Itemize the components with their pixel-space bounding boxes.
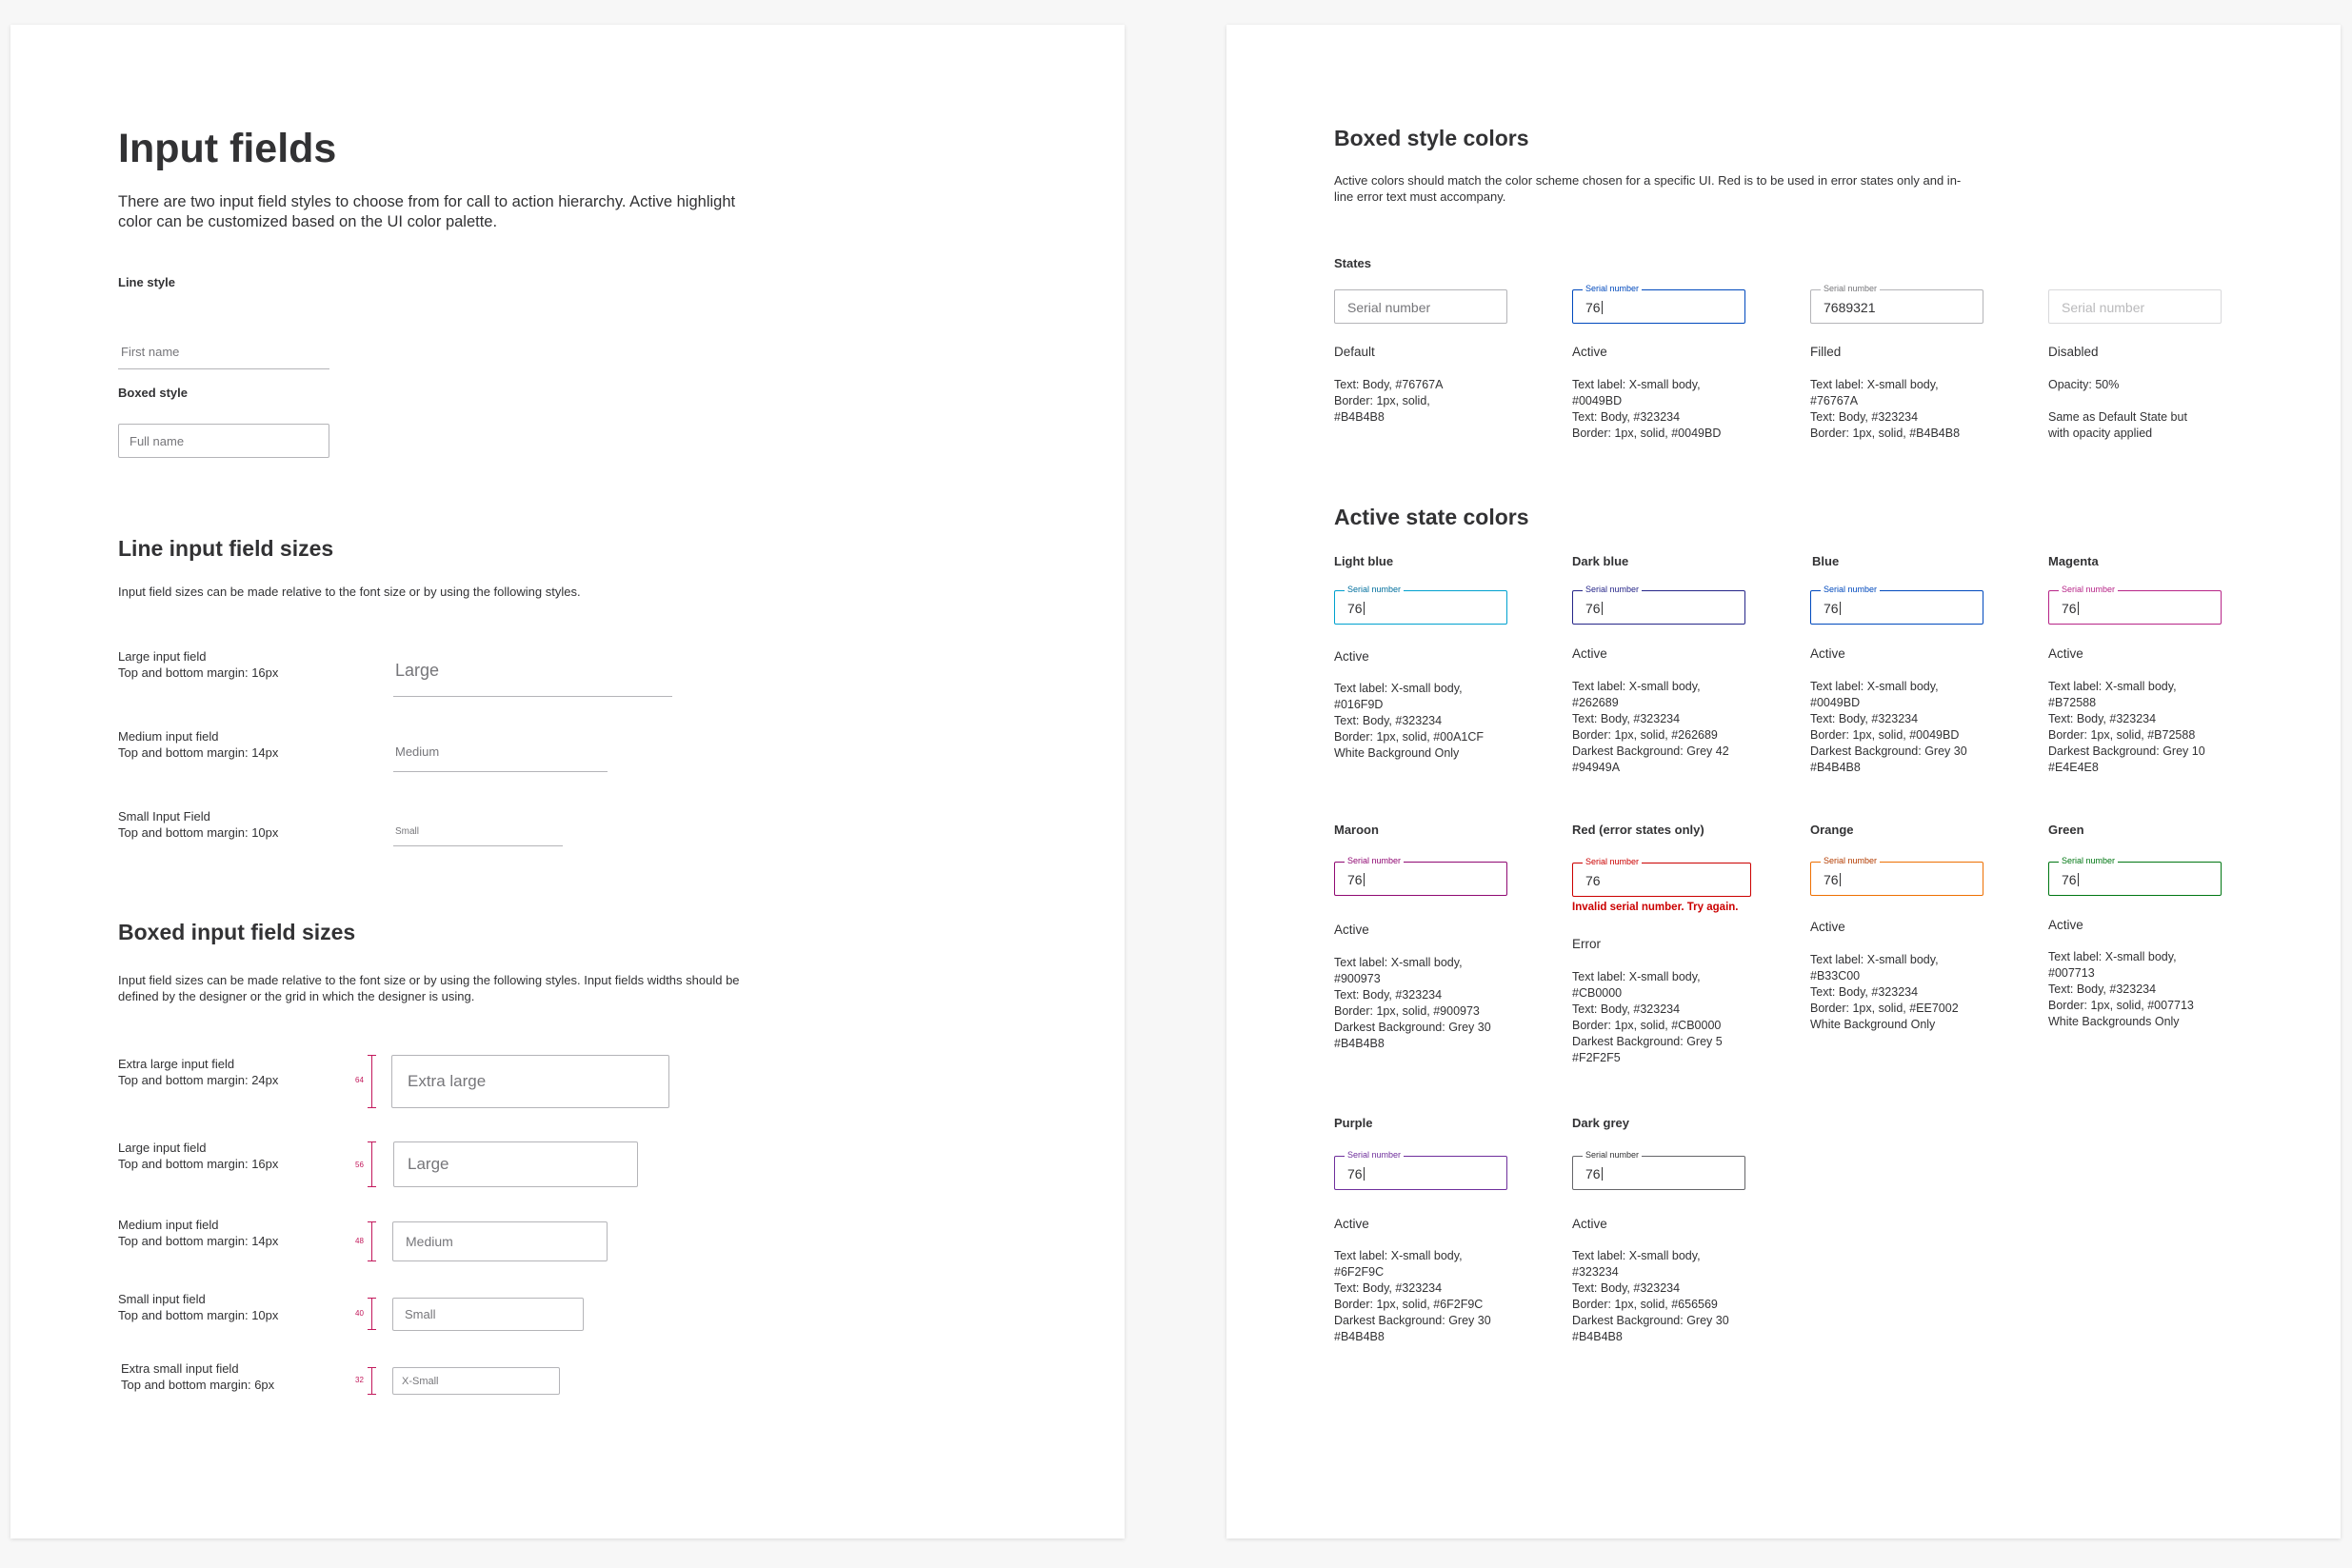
light-blue-serial-input[interactable] xyxy=(1334,585,1507,625)
blue-serial-input[interactable] xyxy=(1810,585,1983,625)
magenta-serial-input[interactable] xyxy=(2048,585,2222,625)
disabled-serial-input xyxy=(2048,289,2222,324)
color-name: Blue xyxy=(1812,554,1840,568)
state-note: Text: Body, #76767A Border: 1px, solid, #B4B4B8 xyxy=(1334,378,1444,424)
field-value: 76 xyxy=(1347,601,1363,616)
height-label: 40 xyxy=(355,1309,364,1318)
state-note: Text label: X-small body, #0049BD Text: Body, #323234 Border: 1px, solid, #0049BD xyxy=(1572,378,1722,440)
error-message: Invalid serial number. Try again. xyxy=(1572,902,1739,913)
red-serial-input[interactable] xyxy=(1572,857,1751,897)
first-name-input[interactable] xyxy=(118,345,329,369)
color-note: Text label: X-small body, #B72588 Text: Body, #323234 Border: 1px, solid, #B72588 Darkest Background: Grey 10 #E4E4E8 xyxy=(2048,680,2205,774)
color-name: Magenta xyxy=(2048,554,2099,568)
boxed-sizes-title: Boxed input field sizes xyxy=(118,920,356,944)
field-value: 7689321 xyxy=(1824,300,1876,315)
field-label: Serial number xyxy=(2059,585,2118,595)
spec-margin: Top and bottom margin: 6px xyxy=(121,1378,275,1392)
color-name: Light blue xyxy=(1334,554,1394,568)
orange-serial-input[interactable] xyxy=(1810,856,1983,896)
field-label: Serial number xyxy=(1583,284,1642,294)
color-name: Orange xyxy=(1810,823,1854,837)
spec-margin: Top and bottom margin: 10px xyxy=(118,825,279,840)
active-serial-input[interactable] xyxy=(1572,284,1745,324)
first-name-placeholder: First name xyxy=(121,345,180,359)
line-medium-input[interactable] xyxy=(393,744,608,772)
line-style-label: Line style xyxy=(118,275,175,289)
state-name: Active xyxy=(2048,646,2083,661)
full-name-placeholder: Full name xyxy=(130,433,185,448)
state-name: Active xyxy=(1572,1217,1607,1231)
color-note: Text label: X-small body, #0049BD Text: Body, #323234 Border: 1px, solid, #0049BD Darkest Background: Grey 30 #B4B4B8 xyxy=(1810,680,1967,774)
boxed-sizes-desc: Input field sizes can be made relative to the font size or by using the following styles. Input fields widths should be defined by the designer or the grid in which the designer is using. xyxy=(118,973,740,1003)
color-name: Dark grey xyxy=(1572,1116,1629,1130)
field-label: Serial number xyxy=(1583,1150,1642,1161)
spec-name: Large input field xyxy=(118,1141,207,1155)
height-label: 48 xyxy=(355,1237,364,1245)
field-value: 76 xyxy=(1585,601,1601,616)
line-large-spec xyxy=(118,648,278,681)
state-name: Filled xyxy=(1810,345,1842,359)
boxed-colors-title: Boxed style colors xyxy=(1334,126,1529,150)
color-name: Green xyxy=(2048,823,2084,837)
boxed-medium-input[interactable] xyxy=(392,1221,608,1261)
color-note: Text label: X-small body, #CB0000 Text: Body, #323234 Border: 1px, solid, #CB0000 Darkest Background: Grey 5 #F2F2F5 xyxy=(1572,970,1723,1064)
spec-name: Medium input field xyxy=(118,1218,219,1232)
active-colors-title: Active state colors xyxy=(1334,505,1529,529)
field-value: 76 xyxy=(1347,872,1363,887)
color-note: Text label: X-small body, #B33C00 Text: Body, #323234 Border: 1px, solid, #EE7002 White Background Only xyxy=(1810,953,1959,1031)
boxed-xs-spec xyxy=(121,1360,274,1393)
state-note: Opacity: 50% Same as Default State but with opacity applied xyxy=(2048,378,2187,440)
spec-name: Small Input Field xyxy=(118,809,210,824)
color-spec-page xyxy=(1226,25,2341,1538)
field-value: 76 xyxy=(1347,1166,1363,1181)
page-title: Input fields xyxy=(118,126,337,171)
dark-grey-serial-input[interactable] xyxy=(1572,1150,1745,1190)
color-note: Text label: X-small body, #6F2F9C Text: Body, #323234 Border: 1px, solid, #6F2F9C Darkest Background: Grey 30 #B4B4B8 xyxy=(1334,1249,1491,1343)
disabled-placeholder: Serial number xyxy=(2062,300,2145,315)
height-measure-icon xyxy=(368,1298,377,1330)
field-label: Serial number xyxy=(1583,585,1642,595)
boxed-large-spec xyxy=(118,1140,278,1172)
spec-name: Medium input field xyxy=(118,729,219,744)
boxed-xs-input[interactable] xyxy=(392,1367,560,1395)
boxed-xl-input[interactable] xyxy=(391,1055,669,1108)
field-value: 76 xyxy=(1824,872,1839,887)
height-measure-icon xyxy=(368,1367,377,1395)
filled-serial-input[interactable] xyxy=(1810,284,1983,324)
boxed-small-spec xyxy=(118,1291,278,1323)
field-label: Serial number xyxy=(1345,856,1404,866)
states-label: States xyxy=(1334,256,1372,270)
color-name: Dark blue xyxy=(1572,554,1629,568)
field-value: 76 xyxy=(1585,873,1601,888)
field-label: Serial number xyxy=(1583,857,1642,867)
boxed-large-placeholder: Large xyxy=(408,1155,449,1173)
spec-margin: Top and bottom margin: 10px xyxy=(118,1308,279,1322)
boxed-xl-placeholder: Extra large xyxy=(408,1072,487,1090)
line-sizes-desc: Input field sizes can be made relative to the font size or by using the following styles. xyxy=(118,585,581,599)
state-name: Default xyxy=(1334,345,1375,359)
color-note: Text label: X-small body, #262689 Text: Body, #323234 Border: 1px, solid, #262689 Darkest Background: Grey 42 #94949A xyxy=(1572,680,1729,774)
dark-blue-serial-input[interactable] xyxy=(1572,585,1745,625)
state-name: Error xyxy=(1572,937,1601,951)
spec-name: Small input field xyxy=(118,1292,206,1306)
green-serial-input[interactable] xyxy=(2048,856,2222,896)
line-sizes-title: Line input field sizes xyxy=(118,536,334,561)
field-value: 76 xyxy=(2062,872,2077,887)
spec-margin: Top and bottom margin: 14px xyxy=(118,1234,279,1248)
field-label: Serial number xyxy=(2059,856,2118,866)
boxed-small-input[interactable] xyxy=(392,1298,584,1331)
field-label: Serial number xyxy=(1345,585,1404,595)
boxed-small-placeholder: Small xyxy=(405,1307,436,1321)
state-name: Active xyxy=(1334,649,1369,664)
line-large-input[interactable] xyxy=(393,661,672,697)
spec-name: Extra large input field xyxy=(118,1057,235,1071)
spec-margin: Top and bottom margin: 14px xyxy=(118,745,279,760)
state-note: Text label: X-small body, #76767A Text: Body, #323234 Border: 1px, solid, #B4B4B8 xyxy=(1810,378,1961,440)
color-note: Text label: X-small body, #323234 Text: Body, #323234 Border: 1px, solid, #656569 Darkest Background: Grey 30 #B4B4B8 xyxy=(1572,1249,1729,1343)
line-medium-placeholder: Medium xyxy=(395,744,440,759)
state-name: Active xyxy=(1334,923,1369,937)
state-name: Active xyxy=(1334,1217,1369,1231)
height-label: 32 xyxy=(355,1376,364,1384)
line-small-spec xyxy=(118,808,278,841)
height-label: 56 xyxy=(355,1161,364,1169)
field-label: Serial number xyxy=(1345,1150,1404,1161)
field-label: Serial number xyxy=(1821,284,1880,294)
default-placeholder: Serial number xyxy=(1347,300,1431,315)
line-small-input[interactable] xyxy=(393,826,563,846)
field-value: 76 xyxy=(1585,1166,1601,1181)
state-name: Active xyxy=(1572,646,1607,661)
intro-text: There are two input field styles to choose from for call to action hierarchy. Active highlight color can be customized based on the UI color palette. xyxy=(118,193,736,230)
spec-margin: Top and bottom margin: 24px xyxy=(118,1073,279,1087)
field-value: 76 xyxy=(1585,300,1601,315)
color-note: Text label: X-small body, #016F9D Text: Body, #323234 Border: 1px, solid, #00A1CF White Background Only xyxy=(1334,682,1485,760)
height-measure-icon xyxy=(368,1221,377,1261)
color-name: Red (error states only) xyxy=(1572,823,1704,837)
boxed-large-input[interactable] xyxy=(393,1141,638,1187)
state-name: Active xyxy=(1810,920,1845,934)
color-name: Purple xyxy=(1334,1116,1373,1130)
state-name: Active xyxy=(2048,918,2083,932)
full-name-input[interactable] xyxy=(118,424,329,458)
state-name: Active xyxy=(1572,345,1607,359)
spec-name: Extra small input field xyxy=(121,1361,239,1376)
boxed-style-label: Boxed style xyxy=(118,386,188,400)
state-name: Disabled xyxy=(2048,345,2099,359)
boxed-medium-spec xyxy=(118,1217,278,1249)
spec-name: Large input field xyxy=(118,649,207,664)
boxed-medium-placeholder: Medium xyxy=(406,1234,453,1249)
field-value: 76 xyxy=(1824,601,1839,616)
boxed-xs-placeholder: X-Small xyxy=(402,1375,439,1387)
color-note: Text label: X-small body, #007713 Text: Body, #323234 Border: 1px, solid, #007713 White Backgrounds Only xyxy=(2048,950,2194,1028)
purple-serial-input[interactable] xyxy=(1334,1150,1507,1190)
field-value: 76 xyxy=(2062,601,2077,616)
field-label: Serial number xyxy=(1821,585,1880,595)
height-measure-icon xyxy=(368,1055,377,1108)
line-medium-spec xyxy=(118,728,278,761)
spec-margin: Top and bottom margin: 16px xyxy=(118,665,279,680)
state-name: Active xyxy=(1810,646,1845,661)
color-note: Text label: X-small body, #900973 Text: Body, #323234 Border: 1px, solid, #900973 Darkest Background: Grey 30 #B4B4B8 xyxy=(1334,956,1491,1050)
boxed-colors-desc: Active colors should match the color scheme chosen for a specific UI. Red is to be used in error states only and in-line error text must accompany. xyxy=(1334,173,1962,204)
height-label: 64 xyxy=(355,1076,364,1084)
height-measure-icon xyxy=(368,1141,377,1187)
default-serial-input[interactable] xyxy=(1334,289,1507,324)
line-small-placeholder: Small xyxy=(395,826,420,837)
input-fields-page xyxy=(10,25,1125,1538)
field-label: Serial number xyxy=(1821,856,1880,866)
spec-margin: Top and bottom margin: 16px xyxy=(118,1157,279,1171)
boxed-xl-spec xyxy=(118,1056,278,1088)
line-large-placeholder: Large xyxy=(395,661,440,680)
maroon-serial-input[interactable] xyxy=(1334,856,1507,896)
color-name: Maroon xyxy=(1334,823,1379,837)
